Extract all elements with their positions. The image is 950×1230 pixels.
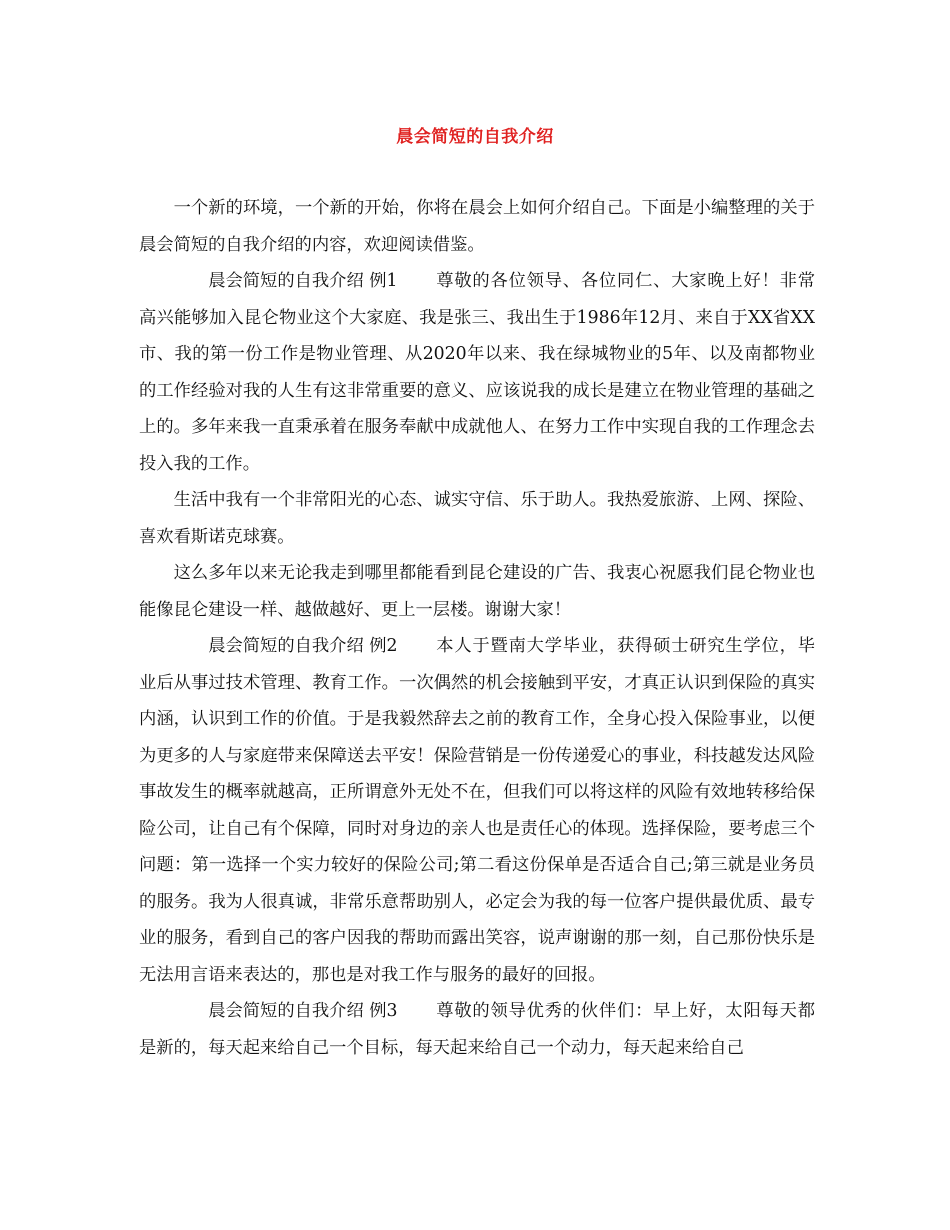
paragraph-wishes [139, 555, 815, 628]
example-label: 晨会简短的自我介绍 例2 [208, 636, 398, 656]
example-label: 晨会简短的自我介绍 例1 [208, 271, 398, 291]
document-title: 晨会简短的自我介绍 [396, 127, 554, 147]
paragraph-example-2 [139, 628, 815, 993]
paragraph-text: 一个新的环境，一个新的开始，你将在晨会上如何介绍自己。下面是小编整理的关于晨会简短的自我介绍的内容，欢迎阅读借鉴。 [139, 198, 815, 255]
paragraph-intro [139, 190, 815, 263]
paragraph-text: 尊敬的各位领导、各位同仁、大家晚上好！非常高兴能够加入昆仑物业这个大家庭、我是张三、我出生于1986年12月、来自于XX省XX市、我的第一份工作是物业管理、从2020年以来、我在绿城物业的5年、以及南都物业的工作经验对我的人生有这非常重要的意义、应该说我的成长是建立在物业管理的基础之上的。多年来我一直秉承着在服务奉献中成就他人、在努力工作中实现自我的工作理念去投入我的工作。 [139, 271, 815, 474]
example-label: 晨会简短的自我介绍 例3 [208, 1001, 398, 1021]
document-body [139, 190, 815, 1066]
paragraph-text: 这么多年以来无论我走到哪里都能看到昆仑建设的广告、我衷心祝愿我们昆仑物业也能像昆仑建设一样、越做越好、更上一层楼。谢谢大家！ [139, 563, 815, 620]
paragraph-example-3 [139, 993, 815, 1066]
paragraph-text: 尊敬的领导优秀的伙伴们：早上好，太阳每天都是新的，每天起来给自己一个目标，每天起来给自己一个动力，每天起来给自己 [139, 1001, 815, 1058]
paragraph-life [139, 482, 815, 555]
paragraph-example-1 [139, 263, 815, 482]
paragraph-text: 生活中我有一个非常阳光的心态、诚实守信、乐于助人。我热爱旅游、上网、探险、喜欢看斯诺克球赛。 [139, 490, 815, 547]
paragraph-text: 本人于暨南大学毕业，获得硕士研究生学位，毕业后从事过技术管理、教育工作。一次偶然的机会接触到平安，才真正认识到保险的真实内涵，认识到工作的价值。于是我毅然辞去之前的教育工作，全身心投入保险事业，以便为更多的人与家庭带来保障送去平安！保险营销是一份传递爱心的事业，科技越发达风险事故发生的概率就越高，正所谓意外无处不在，但我们可以将这样的风险有效地转移给保险公司，让自己有个保障，同时对身边的亲人也是责任心的体现。选择保险，要考虑三个问题：第一选择一个实力较好的保险公司;第二看这份保单是否适合自己;第三就是业务员的服务。我为人很真诚，非常乐意帮助别人，必定会为我的每一位客户提供最优质、最专业的服务，看到自己的客户因我的帮助而露出笑容，说声谢谢的那一刻，自己那份快乐是无法用言语来表达的，那也是对我工作与服务的最好的回报。 [139, 636, 815, 985]
